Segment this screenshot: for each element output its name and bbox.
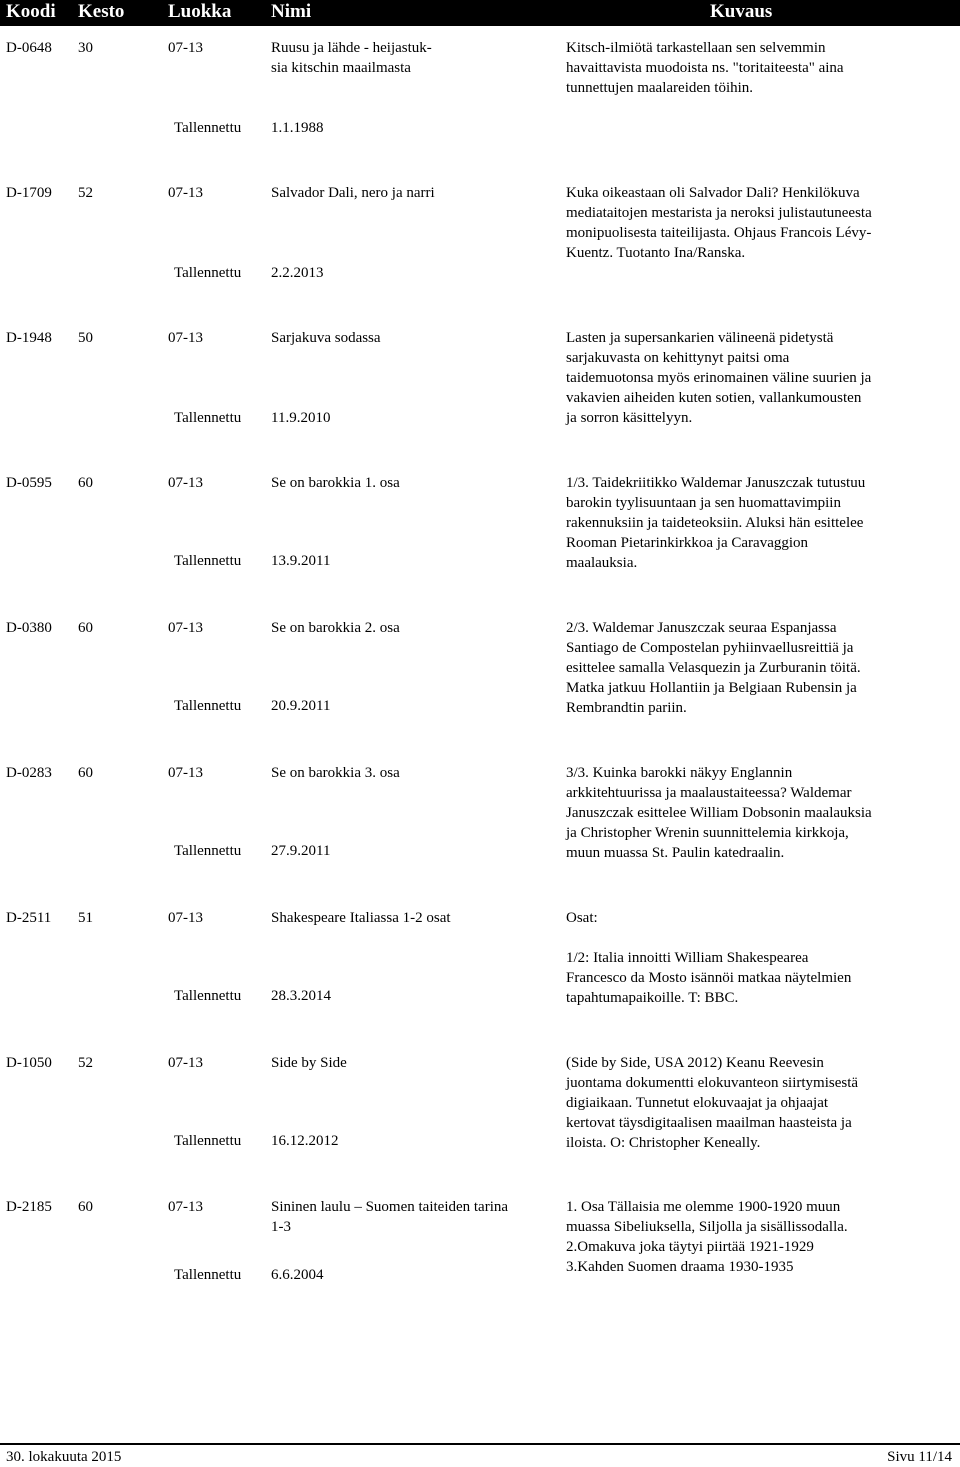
entry-description-line: monipuolisesta taiteilijasta. Ohjaus Francois Lévy- (566, 225, 872, 241)
entry-description-line: iloista. O: Christopher Keneally. (566, 1135, 761, 1151)
saved-date: 27.9.2011 (271, 843, 331, 859)
saved-label: Tallennettu (174, 410, 242, 426)
column-header-kuvaus: Kuvaus (710, 1, 773, 22)
entry-description-line: barokin tyylisuuntaan ja sen huomattavimpiin (566, 495, 841, 511)
entry-description-line: Santiago de Compostelan pyhiinvaellusreittiä ja (566, 640, 854, 656)
entry-title-line: Sarjakuva sodassa (271, 330, 381, 346)
saved-label: Tallennettu (174, 265, 242, 281)
entry-description-line: taidemuotonsa myös erinomainen väline suurien ja (566, 370, 872, 386)
entry-title (271, 618, 551, 638)
entry-title-line: Se on barokkia 3. osa (271, 765, 400, 781)
entry-description (566, 38, 938, 98)
entry-description-line: muun muassa St. Paulin katedraalin. (566, 845, 785, 861)
saved-date: 20.9.2011 (271, 698, 331, 714)
entry-description-line: Matka jatkuu Hollantiin ja Belgiaan Rubensin ja (566, 680, 857, 696)
column-header-koodi: Koodi (6, 1, 56, 22)
list-item (0, 763, 960, 903)
entry-description-line: Lasten ja supersankarien välineenä pidetystä (566, 330, 834, 346)
list-item (0, 908, 960, 1048)
entry-code: D-1948 (6, 330, 52, 346)
entry-code: D-2511 (6, 910, 52, 926)
entry-code: D-0283 (6, 765, 52, 781)
saved-label: Tallennettu (174, 553, 242, 569)
entry-duration: 60 (78, 765, 93, 781)
entry-title (271, 328, 551, 348)
list-item (0, 618, 960, 758)
entry-description-line: 1/3. Taidekriitikko Waldemar Januszczak tutustuu (566, 475, 866, 491)
list-item (0, 38, 960, 178)
entry-title-line: sia kitschin maailmasta (271, 60, 411, 76)
entry-class: 07-13 (168, 40, 203, 56)
entry-title (271, 908, 551, 928)
entry-title (271, 1197, 551, 1237)
entry-description-line: Rooman Pietarinkirkkoa ja Caravaggion (566, 535, 809, 551)
entry-description-line: Osat: (566, 910, 598, 926)
entry-description-line: Francesco da Mosto isännöi matkaa näytelmien (566, 970, 852, 986)
entry-class: 07-13 (168, 1055, 203, 1071)
saved-label: Tallennettu (174, 1133, 242, 1149)
entry-duration: 60 (78, 475, 93, 491)
saved-date: 13.9.2011 (271, 553, 331, 569)
entry-title-line: Salvador Dali, nero ja narri (271, 185, 435, 201)
entry-class: 07-13 (168, 1199, 203, 1215)
saved-date: 28.3.2014 (271, 988, 331, 1004)
entry-duration: 52 (78, 1055, 93, 1071)
entry-title-line: Sininen laulu – Suomen taiteiden tarina (271, 1199, 509, 1215)
entry-code: D-1709 (6, 185, 52, 201)
saved-label: Tallennettu (174, 988, 242, 1004)
entry-description (566, 1053, 938, 1153)
entry-description-line: ja Christopher Wrenin suunnittelemia kirkkoja, (566, 825, 849, 841)
entry-description (566, 618, 938, 718)
list-item (0, 1197, 960, 1337)
entry-description-line: vakavien aiheiden kuten sotien, vallankumousten (566, 390, 862, 406)
entry-duration: 50 (78, 330, 93, 346)
entry-description-line: sarjakuvasta on kehittynyt paitsi oma (566, 350, 790, 366)
table-header (0, 0, 960, 26)
footer-divider (0, 1443, 960, 1445)
entry-description-line: Kuentz. Tuotanto Ina/Ranska. (566, 245, 746, 261)
entry-duration: 30 (78, 40, 93, 56)
entry-description-line: kertovat täysdigitaalisen maailman haasteista ja (566, 1115, 852, 1131)
entry-description (566, 328, 938, 428)
saved-date: 6.6.2004 (271, 1267, 324, 1283)
entry-description-line: arkkitehtuurissa ja maalaustaiteessa? Waldemar (566, 785, 852, 801)
entry-description-line: ja sorron käsittelyyn. (566, 410, 693, 426)
saved-label: Tallennettu (174, 843, 242, 859)
entry-description (566, 908, 938, 1008)
saved-date: 16.12.2012 (271, 1133, 339, 1149)
saved-date: 1.1.1988 (271, 120, 324, 136)
entry-class: 07-13 (168, 765, 203, 781)
page-footer (0, 1443, 960, 1467)
entry-description-line: Kuka oikeastaan oli Salvador Dali? Henkilökuva (566, 185, 860, 201)
column-header-kesto: Kesto (78, 1, 125, 22)
entry-code: D-2185 (6, 1199, 52, 1215)
list-item (0, 328, 960, 468)
entry-description-line: rakennuksiin ja taideteoksiin. Aluksi hän esittelee (566, 515, 864, 531)
entry-title-line: 1-3 (271, 1219, 291, 1235)
entry-description-line: Kitsch-ilmiötä tarkastellaan sen selvemmin (566, 40, 826, 56)
entry-title-line: Se on barokkia 2. osa (271, 620, 400, 636)
footer-date: 30. lokakuuta 2015 (6, 1449, 122, 1465)
entry-description (566, 473, 938, 573)
entry-duration: 60 (78, 620, 93, 636)
entry-title (271, 38, 551, 78)
entry-description-line: (Side by Side, USA 2012) Keanu Reevesin (566, 1055, 824, 1071)
entry-description-line: Rembrandtin pariin. (566, 700, 687, 716)
entry-description-line: 2/3. Waldemar Januszczak seuraa Espanjassa (566, 620, 837, 636)
entry-description-line: tapahtumapaikoille. T: BBC. (566, 990, 739, 1006)
saved-label: Tallennettu (174, 1267, 242, 1283)
entry-class: 07-13 (168, 475, 203, 491)
entry-title (271, 183, 551, 203)
column-header-luokka: Luokka (168, 1, 232, 22)
entry-title-line: Ruusu ja lähde - heijastuk- (271, 40, 432, 56)
entry-title (271, 1053, 551, 1073)
entry-code: D-1050 (6, 1055, 52, 1071)
entry-duration: 60 (78, 1199, 93, 1215)
entry-class: 07-13 (168, 330, 203, 346)
entry-title-line: Shakespeare Italiassa 1-2 osat (271, 910, 451, 926)
saved-label: Tallennettu (174, 120, 242, 136)
entry-duration: 51 (78, 910, 93, 926)
footer-page-number: Sivu 11/14 (887, 1449, 952, 1465)
entry-description-line: muassa Sibeliuksella, Siljolla ja sisällissodalla. (566, 1219, 848, 1235)
entry-code: D-0380 (6, 620, 52, 636)
column-header-nimi: Nimi (271, 1, 312, 22)
entry-title-line: Side by Side (271, 1055, 347, 1071)
entry-description (566, 1197, 938, 1277)
entry-class: 07-13 (168, 620, 203, 636)
saved-date: 11.9.2010 (271, 410, 331, 426)
entry-description (566, 763, 938, 863)
entry-description-line: esittelee samalla Velasquezin ja Zurburanin töitä. (566, 660, 861, 676)
entry-title (271, 473, 551, 493)
entry-description-line: maalauksia. (566, 555, 638, 571)
entry-description-line: mediataitojen mestarista ja neroksi julistautuneesta (566, 205, 872, 221)
entry-description-line: tunnettujen maalareiden töihin. (566, 80, 754, 96)
entry-description (566, 183, 938, 263)
entry-title-line: Se on barokkia 1. osa (271, 475, 400, 491)
entry-code: D-0648 (6, 40, 52, 56)
entry-code: D-0595 (6, 475, 52, 491)
entry-description-line: Januszczak esittelee William Dobsonin maalauksia (566, 805, 872, 821)
list-item (0, 183, 960, 323)
entry-class: 07-13 (168, 185, 203, 201)
entry-duration: 52 (78, 185, 93, 201)
entry-description-line: 1. Osa Tällaisia me olemme 1900-1920 muun (566, 1199, 841, 1215)
entry-description-line: havaittavista muodoista ns. "toritaiteesta" aina (566, 60, 844, 76)
saved-date: 2.2.2013 (271, 265, 324, 281)
list-item (0, 473, 960, 613)
entry-class: 07-13 (168, 910, 203, 926)
entry-description-line: 3.Kahden Suomen draama 1930-1935 (566, 1259, 794, 1275)
entry-description-line: 3/3. Kuinka barokki näkyy Englannin (566, 765, 793, 781)
entry-description-line: 1/2: Italia innoitti William Shakespearea (566, 950, 809, 966)
entry-description-line: juontama dokumentti elokuvanteon siirtymisestä (566, 1075, 859, 1091)
entry-title (271, 763, 551, 783)
entry-description-line: digiaikaan. Tunnetut elokuvaajat ja ohjaajat (566, 1095, 829, 1111)
list-item (0, 1053, 960, 1193)
entry-description-line (566, 928, 938, 948)
saved-label: Tallennettu (174, 698, 242, 714)
entry-description-line: 2.Omakuva joka täytyi piirtää 1921-1929 (566, 1239, 814, 1255)
